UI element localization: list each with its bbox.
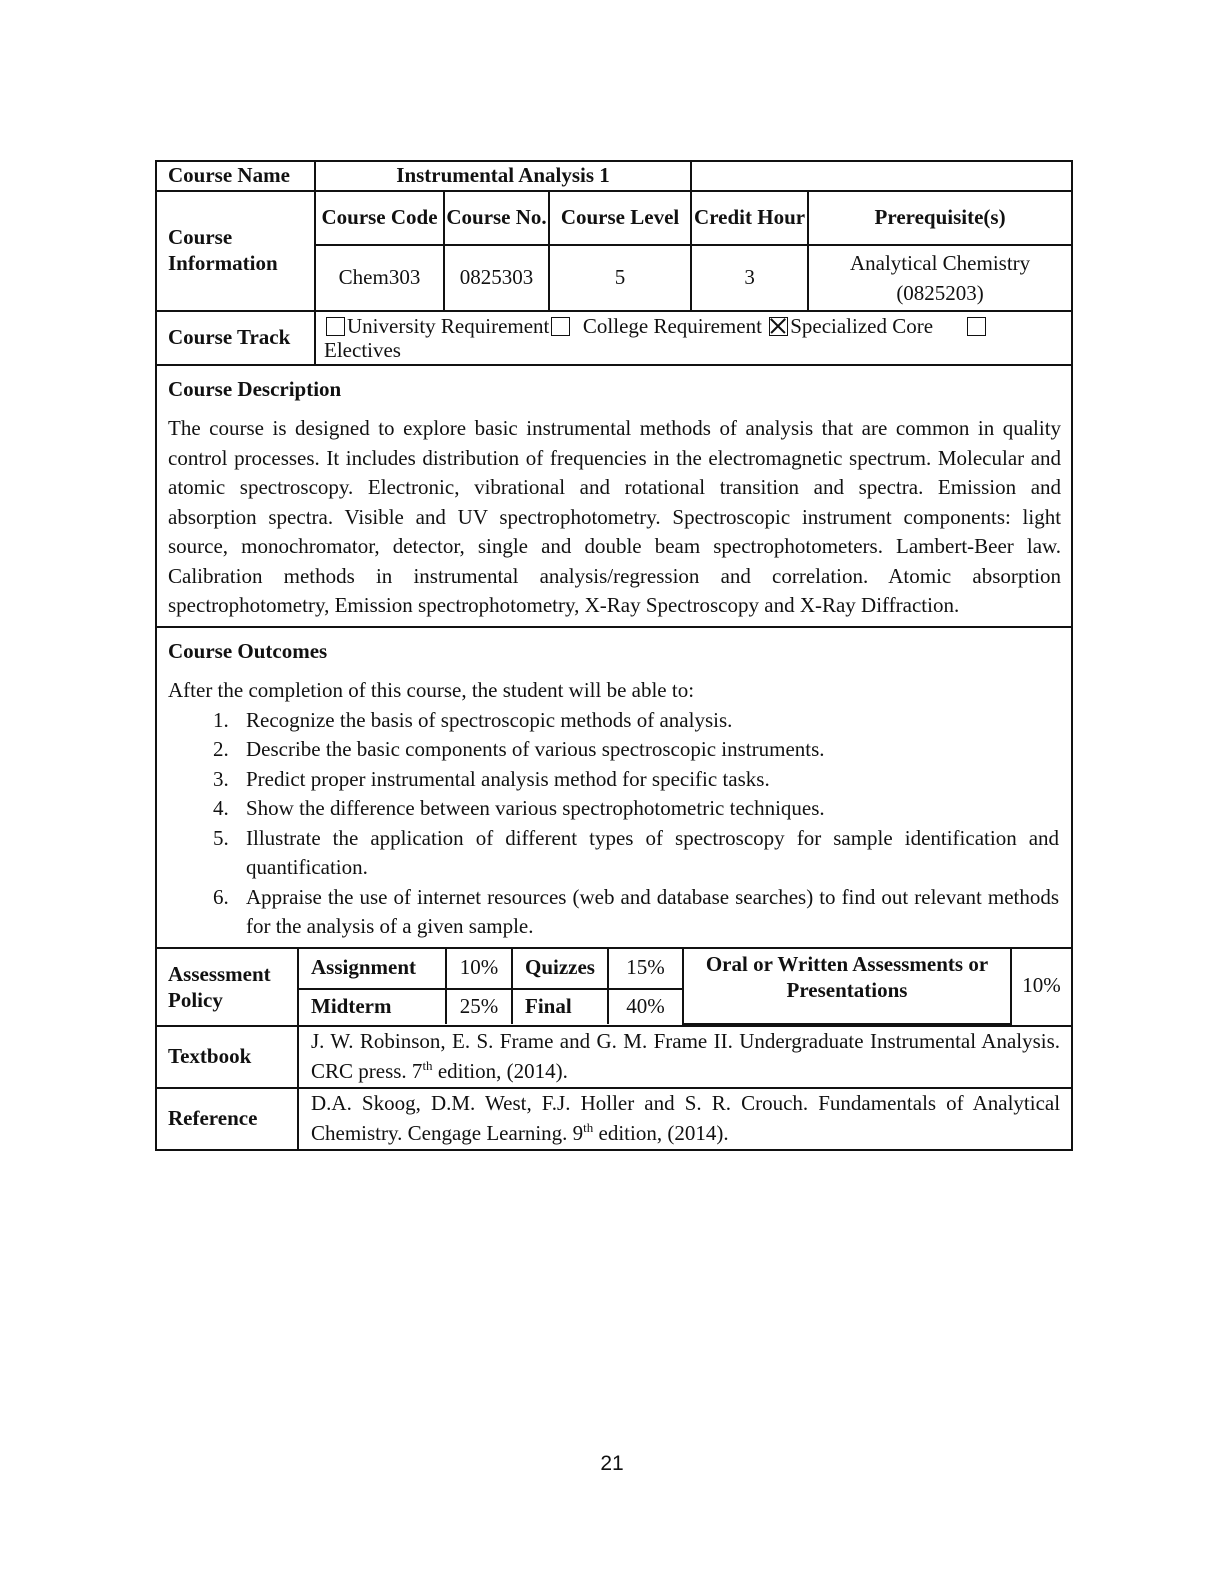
reference-edition: edition, (2014). [593, 1120, 729, 1145]
course-description-title: Course Description [168, 377, 342, 401]
course-track-label: Course Track [156, 311, 315, 365]
course-spec-table [155, 160, 1073, 1151]
textbook-citation: J. W. Robinson, E. S. Frame and G. M. Frame II. Undergraduate Instrumental Analysis. CRC press. 7 [311, 1029, 1061, 1083]
textbook-cell [298, 1026, 1072, 1088]
prerequisite-code: (0825203) [896, 281, 984, 305]
prerequisite-value [808, 245, 1072, 311]
assessment-oral-label: Oral or Written Assessments or Presentations [683, 949, 1011, 1024]
textbook-edition: edition, (2014). [432, 1058, 568, 1083]
assessment-policy-cell [298, 948, 1072, 1026]
course-outcomes-section [156, 627, 1072, 948]
assessment-midterm-pct: 25% [446, 989, 512, 1023]
course-name-label: Course Name [156, 161, 315, 191]
page-number: 21 [600, 1452, 624, 1475]
course-name: Instrumental Analysis 1 [315, 161, 691, 191]
assessment-policy-label: Assessment Policy [156, 948, 298, 1026]
assessment-oral-pct: 10% [1011, 949, 1071, 1024]
track-option-college: College Requirement [582, 314, 762, 338]
header-course-code: Course Code [315, 191, 444, 245]
outcome-item: 4. Show the difference between various spectrophotometric techniques. [234, 794, 1059, 824]
header-prerequisites: Prerequisite(s) [808, 191, 1072, 245]
course-no-value: 0825303 [444, 245, 549, 311]
assessment-quizzes-pct: 15% [608, 949, 683, 990]
header-course-no: Course No. [444, 191, 549, 245]
assessment-quizzes-label: Quizzes [512, 949, 608, 990]
assessment-final-pct: 40% [608, 989, 683, 1023]
course-outcomes-title: Course Outcomes [168, 639, 328, 663]
reference-cell [298, 1088, 1072, 1150]
outcome-item: 1. Recognize the basis of spectroscopic methods of analysis. [234, 706, 1059, 736]
assessment-table [299, 949, 1071, 1025]
course-outcomes-list [168, 706, 1059, 942]
reference-label: Reference [156, 1088, 298, 1150]
textbook-label: Textbook [156, 1026, 298, 1088]
assessment-midterm-label: Midterm [299, 989, 446, 1023]
course-code-value: Chem303 [315, 245, 444, 311]
header-credit-hour: Credit Hour [691, 191, 808, 245]
outcome-item: 2. Describe the basic components of various spectroscopic instruments. [234, 735, 1059, 765]
reference-edition-suffix: th [583, 1119, 594, 1135]
course-track-options [315, 311, 1072, 365]
track-option-specialized-core: Specialized Core [790, 314, 934, 338]
course-spec-table-wrapper [155, 160, 1071, 1151]
checkbox-specialized-core[interactable] [769, 317, 788, 336]
assessment-assignment-label: Assignment [299, 949, 446, 990]
outcome-item: 5. Illustrate the application of different types of spectroscopy for sample identification and quantification. [234, 824, 1059, 883]
course-info-label: Course Information [156, 191, 315, 311]
outcome-item: 6. Appraise the use of internet resources (web and database searches) to find out relevant methods for the analysis of a given sample. [234, 883, 1059, 942]
course-outcomes-intro: After the completion of this course, the student will be able to: [168, 678, 695, 702]
checkbox-university-requirement[interactable] [326, 317, 345, 336]
textbook-edition-suffix: th [422, 1057, 433, 1073]
course-level-value: 5 [549, 245, 691, 311]
checkbox-college-requirement[interactable] [551, 317, 570, 336]
track-option-electives: Electives [324, 338, 401, 362]
checkbox-electives[interactable] [967, 317, 986, 336]
course-description-text: The course is designed to explore basic instrumental methods of analysis that are common in quality control processes. It includes distribution of frequencies in the electromagnetic spectrum. Molecular and atomic spectroscopy. Electronic, vibrational and rotational transition and spectra. Emission and absorption spectra. Visible and UV spectrophotometry. Spectroscopic instrument components: light source, monochromator, detector, single and double beam spectrophotometers. Lambert-Beer law. Calibration methods in instrumental analysis/regression and correlation. Atomic absorption spectrophotometry, Emission spectrophotometry, X-Ray Spectroscopy and X-Ray Diffraction. [168, 416, 1062, 617]
outcome-item: 3. Predict proper instrumental analysis method for specific tasks. [234, 765, 1059, 795]
course-name-empty-cell [691, 161, 1072, 191]
credit-hour-value: 3 [691, 245, 808, 311]
assessment-final-label: Final [512, 989, 608, 1023]
prerequisite-name: Analytical Chemistry [849, 251, 1031, 275]
header-course-level: Course Level [549, 191, 691, 245]
assessment-assignment-pct: 10% [446, 949, 512, 990]
reference-citation: D.A. Skoog, D.M. West, F.J. Holler and S. R. Crouch. Fundamentals of Analytical Chemistry. Cengage Learning. 9 [311, 1091, 1061, 1145]
track-option-university: University Requirement [347, 314, 550, 338]
course-description-section [156, 365, 1072, 627]
